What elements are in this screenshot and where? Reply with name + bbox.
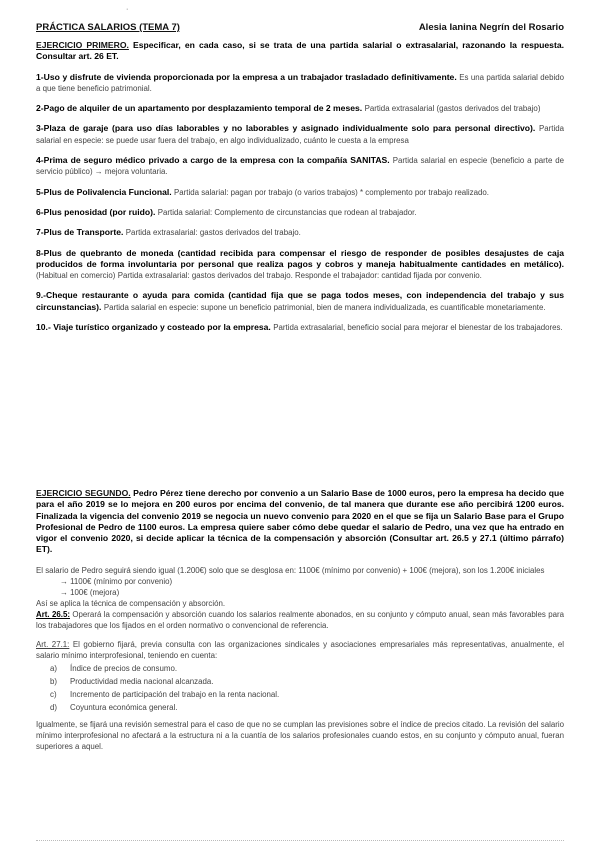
exercise-2-answer — [36, 565, 564, 752]
question-text: 7-Plus de Transporte. — [36, 227, 124, 238]
criteria-text: Coyuntura económica general. — [70, 702, 178, 712]
exercise-2 — [36, 488, 564, 752]
answer-text: Es una partida salarial debido a que tiene beneficio patrimonial. — [36, 72, 564, 93]
criteria-text: Productividad media nacional alcanzada. — [70, 676, 214, 686]
exercise-2-statement: EJERCICIO SEGUNDO. Pedro Pérez tiene derecho por convenio a un Salario Base de 1000 euros, pero la empresa ha decido que para el año 2019 se lo mejora en 200 euros por encima del convenio, de tal manera que durante ese año percibirá 1200 euros. Finalizada la vigencia del convenio 2019 se negocia un nuevo convenio para 2020 en el que se fija un Salario Base para el Grupo Profesional de Pedro de 1100 euros. La empresa quiere saber cómo debe quedar el salario de Pedro, una vez que ha entrado en vigor el convenio 2020, si decide aplicar la técnica de la compensación y absorción (Consultar art. 26.5 y 27.1 (último párrafo) ET). — [36, 488, 564, 555]
criteria-key: c) — [50, 689, 57, 699]
criteria-item — [50, 676, 564, 687]
criteria-list — [50, 663, 564, 713]
footer-rule — [36, 840, 564, 842]
criteria-text: Incremento de participación del trabajo en la renta nacional. — [70, 689, 280, 699]
answer-text: Partida salarial en especie: supone un beneficio patrimonial, bien de manera individualizada, es cuantificable monetariamente. — [103, 302, 546, 312]
question-text: 4-Prima de seguro médico privado a cargo de la empresa con la compañía SANITAS. — [36, 155, 390, 166]
answer-line: → 100€ (mejora) — [60, 587, 120, 597]
exercise-1 — [36, 40, 564, 342]
answer-text: Partida extrasalarial (gastos derivados del trabajo) — [364, 104, 541, 114]
exercise-1-intro: EJERCICIO PRIMERO. Especificar, en cada caso, si se trata de una partida salarial o extrasalarial, razonando la respuesta. Consultar art. 26 ET. — [36, 40, 564, 62]
exercise-1-items — [36, 72, 564, 334]
question-text: 1-Uso y disfrute de vivienda proporcionada por la empresa a un trabajador trasladado definitivamente. — [36, 71, 457, 82]
question-item — [36, 322, 564, 333]
question-note: (Habitual en comercio) — [36, 271, 116, 281]
criteria-item — [50, 689, 564, 700]
question-text: 5-Plus de Polivalencia Funcional. — [36, 186, 172, 197]
question-item — [36, 227, 564, 238]
criteria-text: Índice de precios de consumo. — [70, 663, 178, 673]
question-item — [36, 248, 564, 282]
closing-paragraph: Igualmente, se fijará una revisión semestral para el caso de que no se cumplan las previsiones sobre el índice de precios citado. La revisión del salario mínimo interprofesional no afectará a la estructura ni a la cuantía de los salarios profesionales cuando estos, en su conjunto y cómputo anual, fueran superiores a aquel. — [36, 719, 564, 751]
answer-text: Partida salarial: pagan por trabajo (o varios trabajos) * complemento por trabajo realizado. — [174, 187, 489, 197]
document-title: PRÁCTICA SALARIOS (TEMA 7) — [36, 22, 180, 33]
criteria-item — [50, 702, 564, 713]
question-text: 10.- Viaje turístico organizado y costeado por la empresa. — [36, 322, 271, 333]
question-item — [36, 103, 564, 114]
question-text: 9.-Cheque restaurante o ayuda para comida (cantidad fija que se paga todos meses, con independencia del trabajo y sus circunstancias). — [36, 290, 564, 312]
art-27-1: Art. 27.1: El gobierno fijará, previa consulta con las organizaciones sindicales y asociaciones empresariales más representativas, anualmente, el salario mínimo interprofesional, teniendo en cuenta: — [36, 639, 564, 660]
answer-text: Partida extrasalarial, beneficio social para mejorar el bienestar de los trabajadores. — [273, 323, 563, 333]
question-item — [36, 155, 564, 178]
question-item — [36, 187, 564, 198]
answer-line: Así se aplica la técnica de compensación y absorción. — [36, 598, 226, 608]
criteria-item — [50, 663, 564, 674]
criteria-key: a) — [50, 663, 58, 673]
document-header — [36, 22, 564, 33]
answer-text: Partida extrasalarial: gastos derivados del trabajo. — [125, 228, 301, 238]
answer-text: Partida extrasalarial: gastos derivados del trabajo. Responde el trabajador: cantidad fijada por convenio. — [117, 271, 482, 281]
question-item — [36, 290, 564, 313]
criteria-key: b) — [50, 676, 58, 686]
scan-mark: · — [126, 6, 129, 13]
question-text: 6-Plus penosidad (por ruido). — [36, 206, 156, 217]
answer-text: Partida salarial en especie: se puede usar fuera del trabajo, en algo individualizado, cuánto le cuesta a la empresa — [36, 124, 564, 145]
answer-line: → 1100€ (mínimo por convenio) — [60, 576, 173, 586]
art-26-5: Art. 26.5: Operará la compensación y absorción cuando los salarios realmente abonados, en su conjunto y cómputo anual, sean más favorables para los trabajadores que los fijados en el orden normativo o convencional de referencia. — [36, 609, 564, 630]
question-text: 2-Pago de alquiler de un apartamento por desplazamiento temporal de 2 meses. — [36, 103, 363, 114]
question-text: 8-Plus de quebranto de moneda (cantidad recibida para compensar el riesgo de responder de posibles desajustes de caja producidos de forma involuntaria por personal que realiza pagos y cobros y maneja habitualmente cantidades en metálico). — [36, 247, 564, 269]
answer-text: Partida salarial: Complemento de circunstancias que rodean al trabajador. — [157, 207, 417, 217]
question-text: 3-Plaza de garaje (para uso días laborables y no laborables y asignado individualmente solo para personal directivo). — [36, 123, 536, 134]
criteria-key: d) — [50, 702, 58, 712]
question-item — [36, 123, 564, 146]
author-name: Alesia Ianina Negrín del Rosario — [418, 22, 564, 33]
question-item — [36, 72, 564, 95]
answer-text: Partida salarial en especie (beneficio a parte de servicio público) → mejora voluntaria. — [36, 156, 564, 177]
question-item — [36, 207, 564, 218]
answer-line: El salario de Pedro seguirá siendo igual (1.200€) solo que se desglosa en: 1100€ (mínimo por convenio) + 100€ (mejora), son los 1.200€ iniciales — [36, 565, 545, 575]
